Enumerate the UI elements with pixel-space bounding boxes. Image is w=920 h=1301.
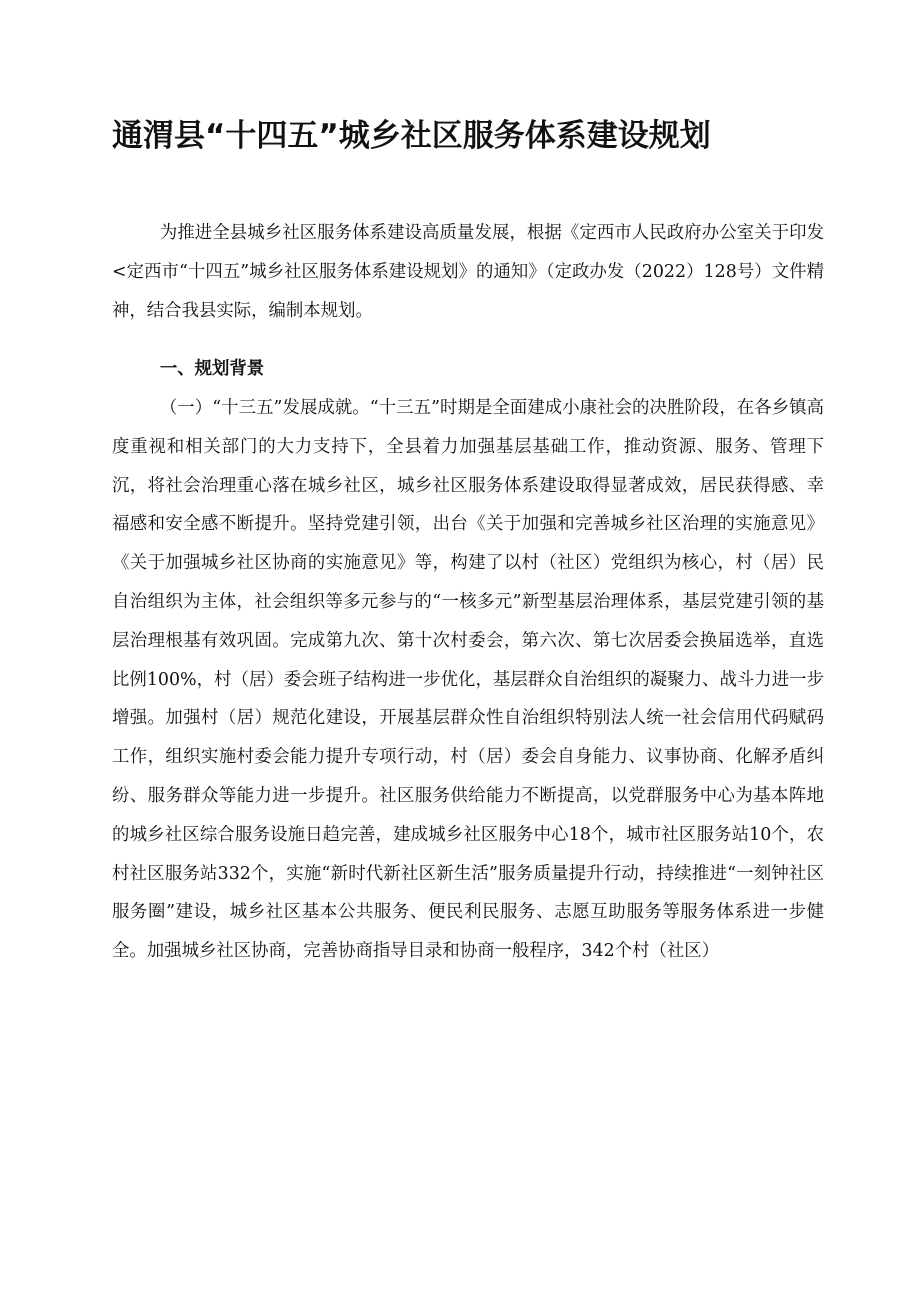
achievements-paragraph: （一）“十三五”发展成就。“十三五”时期是全面建成小康社会的决胜阶段，在各乡镇高度重视和相关部门的大力支持下，全县着力加强基层基础工作，推动资源、服务、管理下沉，将社会治理重心落在城乡社区，城乡社区服务体系建设取得显著成效，居民获得感、幸福感和安全感不断提升。坚持党建引领，出台《关于加强和完善城乡社区治理的实施意见》《关于加强城乡社区协商的实施意见》等，构建了以村（社区）党组织为核心，村（居）民自治组织为主体，社会组织等多元参与的“一核多元”新型基层治理体系，基层党建引领的基层治理根基有效巩固。完成第九次、第十次村委会，第六次、第七次居委会换届选举，直选比例100%，村（居）委会班子结构进一步优化，基层群众自治组织的凝聚力、战斗力进一步增强。加强村（居）规范化建设，开展基层群众性自治组织特别法人统一社会信用代码赋码工作，组织实施村委会能力提升专项行动，村（居）委会自身能力、议事协商、化解矛盾纠纷、服务群众等能力进一步提升。社区服务供给能力不断提高，以党群服务中心为基本阵地的城乡社区综合服务设施日趋完善，建成城乡社区服务中心18个，城市社区服务站10个，农村社区服务站332个，实施“新时代新社区新生活”服务质量提升行动，持续推进“一刻钟社区服务圈”建设，城乡社区基本公共服务、便民利民服务、志愿互助服务等服务体系进一步健全。加强城乡社区协商，完善协商指导目录和协商一般程序，342个村（社区） xyxy=(112,398,824,962)
section-heading-background: 一、规划背景 xyxy=(159,359,265,379)
intro-paragraph: 为推进全县城乡社区服务体系建设高质量发展，根据《定西市人民政府办公室关于印发<定西市“十四五”城乡社区服务体系建设规划》的通知》（定政办发（2022）128号）文件精神，结合我县实际，编制本规划。 xyxy=(112,223,824,321)
document-title: 通渭县“十四五”城乡社区服务体系建设规划 xyxy=(112,118,711,154)
